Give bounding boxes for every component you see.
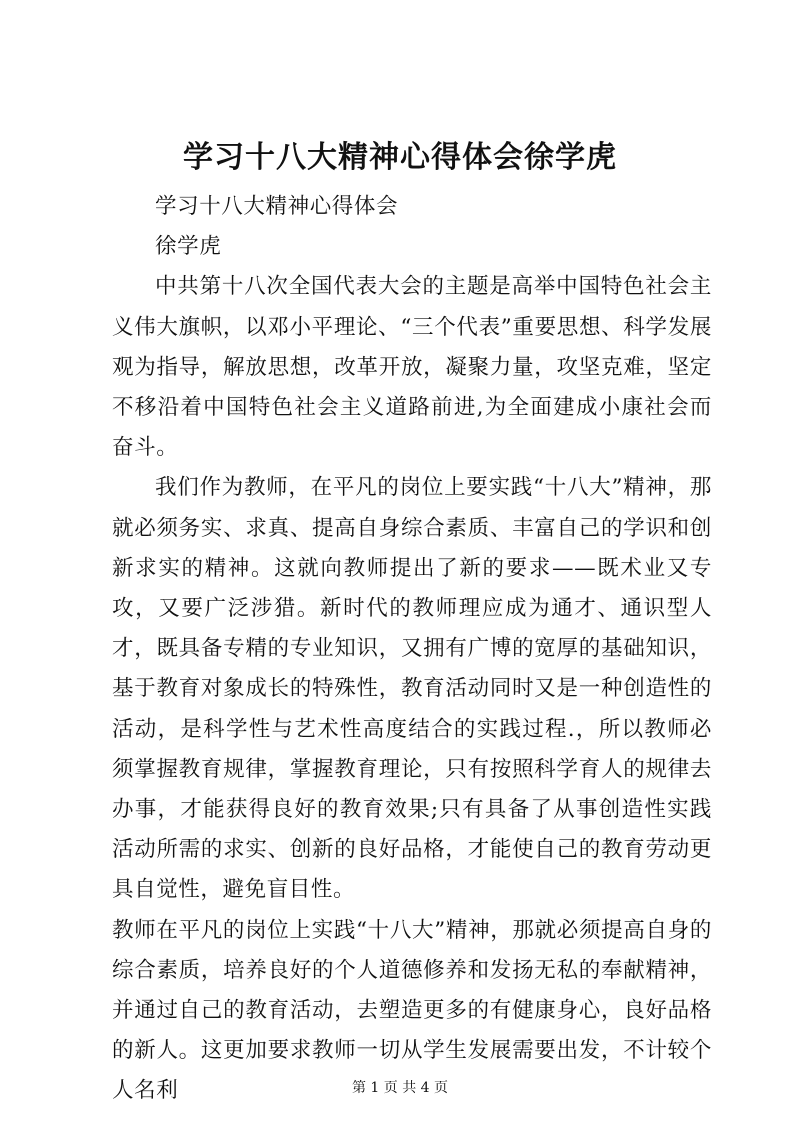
author-line: 徐学虎 [155,234,222,260]
paragraph-3: 教师在平凡的岗位上实践“十八大”精神，那就必须提高自身的综合素质，培养良好的个人道德修养和发扬无私的奉献精神，并通过自己的教育活动，去塑造更多的有健康身心，良好品格的新人。这更加要求教师一切从学生发展需要出发，不计较个人名利 [112,917,712,1104]
page-footer: 第 1 页 共 4 页 [351,1080,449,1096]
subtitle-line: 学习十八大精神心得体会 [155,194,399,219]
document-body [112,187,712,1112]
paragraph-1: 中共第十八次全国代表大会的主题是高举中国特色社会主义伟大旗帜，以邓小平理论、“三个代表”重要思想、科学发展观为指导，解放思想，改革开放，凝聚力量，攻坚克难，坚定不移沿着中国特色社会主义道路前进,为全面建成小康社会而奋斗。 [112,274,712,461]
document-title: 学习十八大精神心得体会徐学虎 [183,140,617,175]
paragraph-2: 我们作为教师，在平凡的岗位上要实践“十八大”精神，那就必须务实、求真、提高自身综合素质、丰富自己的学识和创新求实的精神。这就向教师提出了新的要求——既术业又专攻，又要广泛涉猎。新时代的教师理应成为通才、通识型人才，既具备专精的专业知识，又拥有广博的宽厚的基础知识，基于教育对象成长的特殊性，教育活动同时又是一种创造性的活动，是科学性与艺术性高度结合的实践过程.，所以教师必须掌握教育规律，掌握教育理论，只有按照科学育人的规律去办事，才能获得良好的教育效果;只有具备了从事创造性实践活动所需的求实、创新的良好品格，才能使自己的教育劳动更具自觉性，避免盲目性。 [112,475,712,903]
